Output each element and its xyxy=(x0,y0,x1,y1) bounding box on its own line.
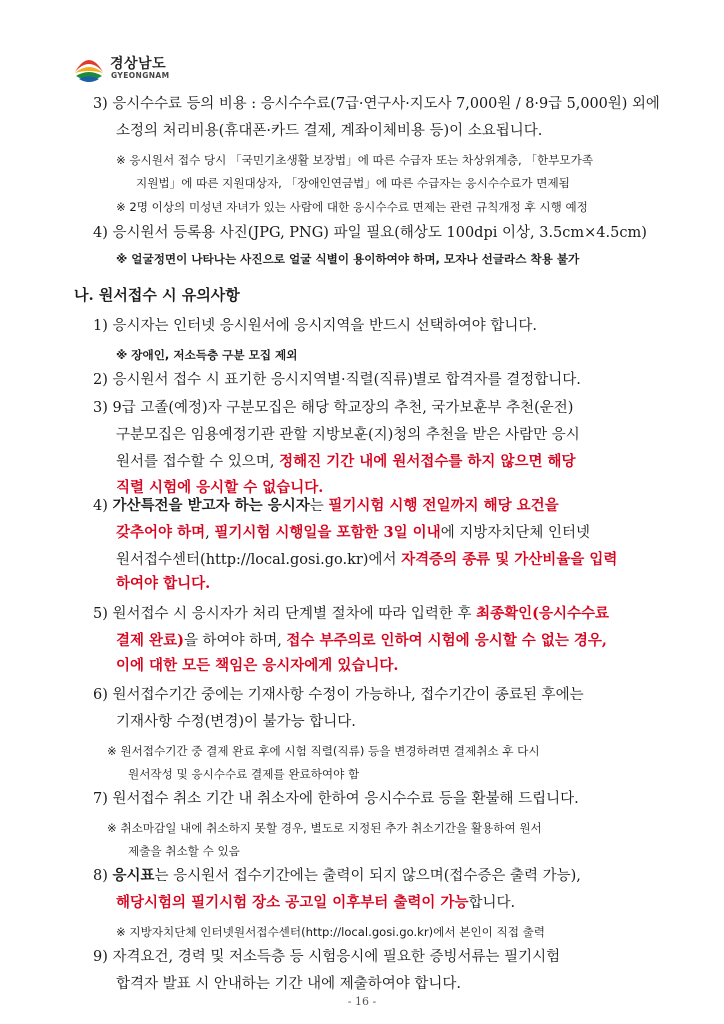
text-segment: 원서접수센터(http://local.gosi.go.kr)에서 xyxy=(116,552,402,568)
text-segment: 3) 응시수수료 등의 비용 : 응시수수료(7급·연구사·지도사 7,000원 / 8·9급 5,000원) 외에 xyxy=(93,96,660,112)
note-change-series xyxy=(107,741,540,761)
logo-text-korean: 경상남도 xyxy=(110,56,167,72)
item-1-region xyxy=(93,316,537,336)
text-segment: 1) 응시자는 인터넷 응시원서에 응시지역을 반드시 선택하여야 합니다. xyxy=(93,318,537,334)
text-segment: 9) 자격요건, 경력 및 저소득층 등 시험응시에 필요한 증빙서류는 필기시험 xyxy=(93,949,561,965)
item-5-confirm-cont2 xyxy=(116,656,398,676)
item-4-bonus-cont3 xyxy=(116,574,210,594)
text-segment: 자격증의 종류 및 가산비율을 입력 xyxy=(401,551,618,568)
text-segment: 기재사항 수정(변경)이 불가능 합니다. xyxy=(116,714,356,730)
note-print-self xyxy=(116,922,545,942)
text-segment: 최종확인(응시수수료 xyxy=(476,605,610,622)
note-cancel-period-cont xyxy=(128,841,240,861)
item-5-confirm xyxy=(93,604,609,624)
text-segment: 직렬 시험에 응시할 수 없습니다. xyxy=(116,479,324,496)
text-segment: 5) 원서접수 시 응시자가 처리 단계별 절차에 따라 입력한 후 xyxy=(93,606,477,622)
text-segment: 원서를 접수할 수 있으며, xyxy=(116,454,280,470)
note-cancel-period xyxy=(107,818,542,838)
text-segment: 소정의 처리비용(휴대폰·카드 결제, 계좌이체비용 등)이 소요됩니다. xyxy=(116,123,543,139)
text-segment: 지원법」에 따른 지원대상자, 「장애인연금법」에 따른 수급자는 응시수수료가 면제됨 xyxy=(136,176,570,190)
item-8-ticket xyxy=(93,866,581,886)
item-7-refund xyxy=(93,789,579,809)
item-9-documents xyxy=(93,947,560,967)
item-4-bonus-cont2 xyxy=(116,550,617,570)
text-segment: 4) 응시원서 등록용 사진(JPG, PNG) 파일 필요(해상도 100dpi 이상, 3.5cm×4.5cm) xyxy=(93,225,647,241)
logo-text-english: GYEONGNAM xyxy=(111,71,170,80)
text-segment: 6) 원서접수기간 중에는 기재사항 수정이 가능하나, 접수기간이 종료된 후에는 xyxy=(93,687,584,703)
note-photo-rules xyxy=(116,249,579,269)
text-segment: 해당시험의 필기시험 장소 공고일 이후부터 출력이 가능 xyxy=(116,894,469,911)
text-segment: ※ 지방자치단체 인터넷원서접수센터(http://local.gosi.go.kr)에서 본인이 직접 출력 xyxy=(116,925,546,939)
text-segment: , xyxy=(205,525,215,541)
item-4-photo xyxy=(93,223,647,243)
note-excluded xyxy=(116,345,297,365)
text-segment: 가산특전을 받고자 하는 응시자 xyxy=(112,497,310,514)
text-segment: 8) xyxy=(93,868,113,884)
text-segment: 에 지방자치단체 인터넷 xyxy=(440,525,590,541)
text-segment: 접수 부주의로 인하여 시험에 응시할 수 없는 경우, xyxy=(286,632,607,649)
item-2-pass xyxy=(93,370,581,390)
section-header-na xyxy=(74,285,240,305)
note-fee-exemption-cont xyxy=(136,173,570,193)
text-segment: 결제 완료) xyxy=(116,632,184,649)
text-segment: 4) xyxy=(93,498,113,514)
text-segment: ※ 취소마감일 내에 취소하지 못할 경우, 별도로 지정된 추가 취소기간을 활용하여 원서 xyxy=(107,821,542,835)
text-segment: ※ 얼굴정면이 나타나는 사진으로 얼굴 식별이 용이하여야 하며, 모자나 선글라스 착용 불가 xyxy=(116,252,580,266)
text-segment: 7) 원서접수 취소 기간 내 취소자에 한하여 응시수수료 등을 환불해 드립니다. xyxy=(93,791,579,807)
item-6-edit xyxy=(93,685,584,705)
text-segment: ※ 원서접수기간 중 결제 완료 후에 시험 직렬(직류) 등을 변경하려면 결제취소 후 다시 xyxy=(107,744,540,758)
note-change-series-cont xyxy=(128,764,359,784)
item-3-highschool-cont3 xyxy=(116,478,323,498)
text-segment: 응시표 xyxy=(112,867,155,884)
item-6-edit-cont xyxy=(116,712,356,732)
text-segment: ※ 장애인, 저소득층 구분 모집 제외 xyxy=(116,348,298,362)
text-segment: ※ 응시원서 접수 당시 「국민기초생활 보장법」에 따른 수급자 또는 차상위계층, 「한부모가족 xyxy=(116,153,594,167)
text-segment: 제출을 취소할 수 있음 xyxy=(128,844,240,858)
note-minor-children xyxy=(116,197,588,217)
text-segment: 합니다. xyxy=(468,895,516,911)
text-segment: 구분모집은 임용예정기관 관할 지방보훈(지)청의 추천을 받은 사람만 응시 xyxy=(116,427,580,443)
item-3-highschool xyxy=(93,398,573,418)
text-segment: 을 하여야 하며, xyxy=(183,633,287,649)
item-3-fee xyxy=(93,94,660,114)
note-fee-exemption xyxy=(116,150,593,170)
text-segment: ※ 2명 이상의 미성년 자녀가 있는 사람에 대한 응시수수료 면제는 관련 규칙개정 후 시행 예정 xyxy=(116,200,588,214)
text-segment: 는 xyxy=(309,498,329,514)
text-segment: 필기시험 시행 전일까지 해당 요건을 xyxy=(328,497,559,514)
item-4-bonus-cont1 xyxy=(116,523,590,543)
page-number: - 16 - xyxy=(347,995,377,1008)
text-segment: 갖추어야 하며 xyxy=(116,524,206,541)
text-segment: 3) 9급 고졸(예정)자 구분모집은 해당 학교장의 추천, 국가보훈부 추천(운전) xyxy=(93,400,574,416)
text-segment: 하여야 합니다. xyxy=(116,575,211,592)
item-5-confirm-cont1 xyxy=(116,631,607,651)
gyeongnam-emblem-icon xyxy=(72,52,106,86)
text-segment: 정해진 기간 내에 원서접수를 하지 않으면 해당 xyxy=(279,453,576,470)
item-3-highschool-cont1 xyxy=(116,425,580,445)
text-segment: 원서작성 및 응시수수료 결제를 완료하여야 함 xyxy=(128,767,360,781)
text-segment: 는 응시원서 접수기간에는 출력이 되지 않으며(접수증은 출력 가능), xyxy=(154,868,581,884)
text-segment: 2) 응시원서 접수 시 표기한 응시지역별·직렬(직류)별로 합격자를 결정합니다. xyxy=(93,372,581,388)
item-3-highschool-cont2 xyxy=(116,452,576,472)
item-8-ticket-cont xyxy=(116,893,515,913)
text-segment: 이에 대한 모든 책임은 응시자에게 있습니다. xyxy=(116,657,399,674)
item-9-documents-cont xyxy=(116,974,461,994)
text-segment: 합격자 발표 시 안내하는 기간 내에 제출하여야 합니다. xyxy=(116,976,462,992)
text-segment: 필기시험 시행일을 포함한 3일 이내 xyxy=(214,524,441,541)
text-segment: 나. 원서접수 시 유의사항 xyxy=(74,286,240,304)
gyeongnam-logo xyxy=(72,50,192,86)
item-3-fee-cont xyxy=(116,121,542,141)
item-4-bonus xyxy=(93,496,559,516)
